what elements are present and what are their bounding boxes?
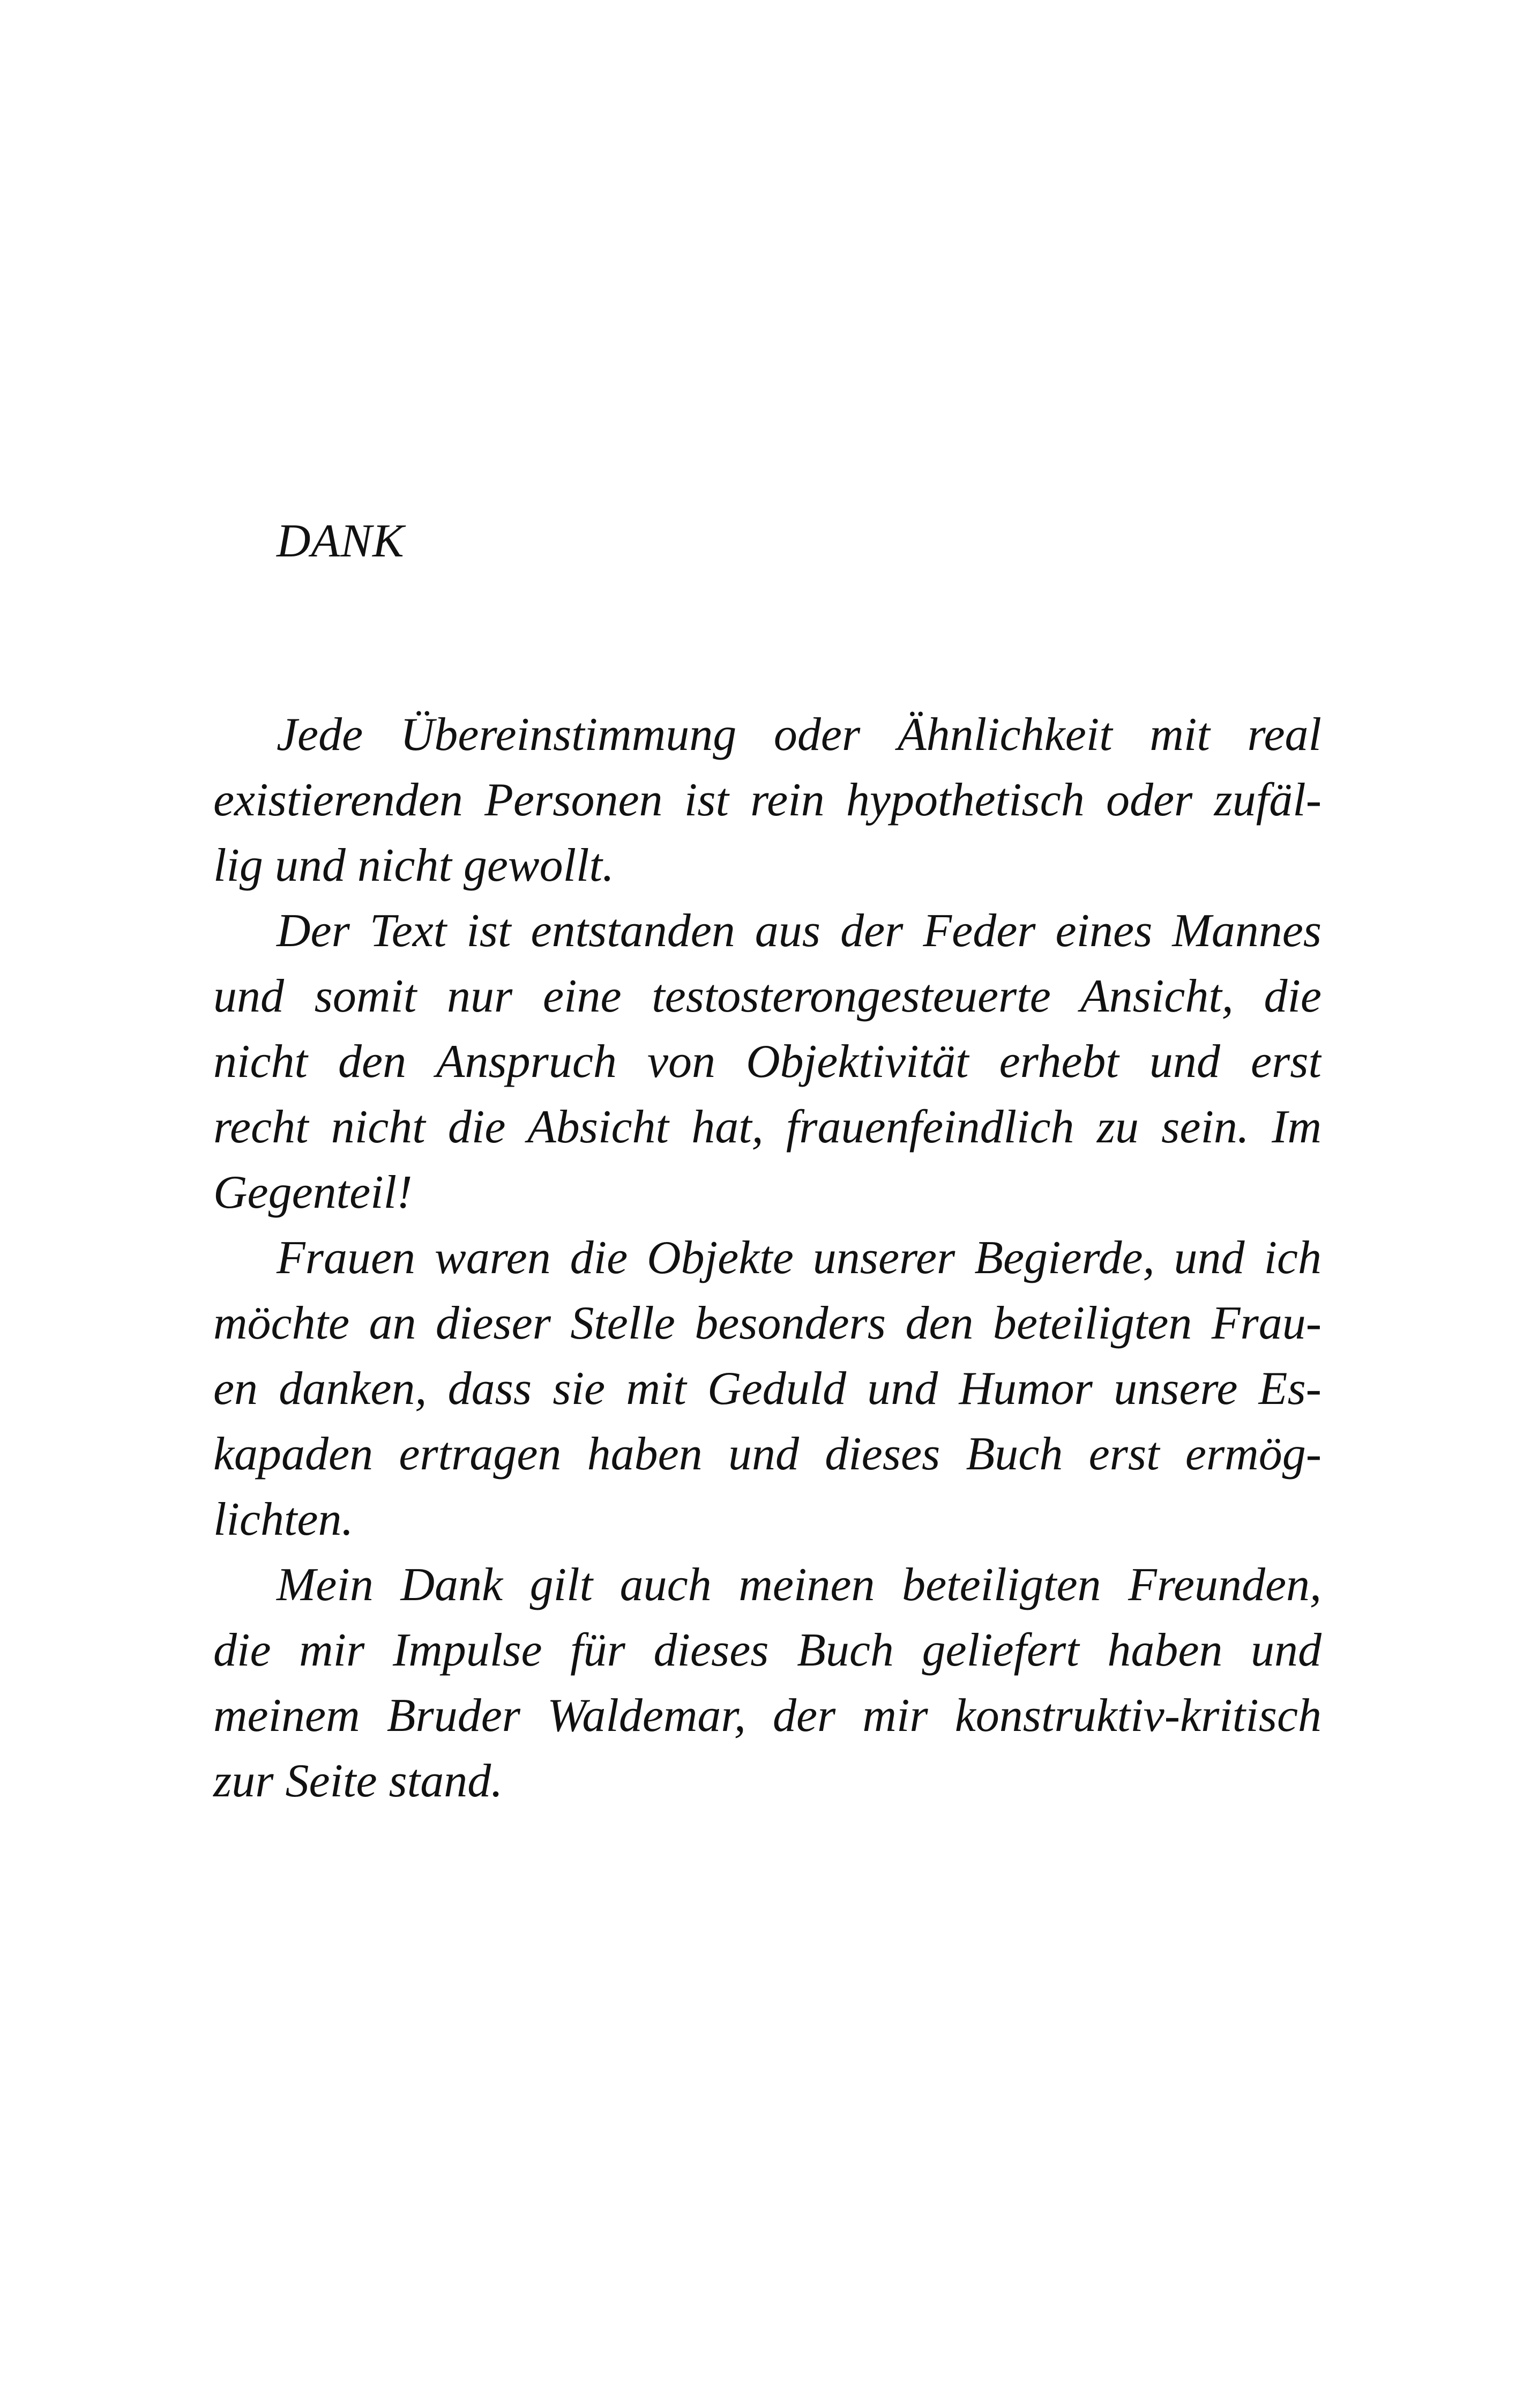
text-line: recht nicht die Absicht hat, frauenfeindlich zu sein. Im <box>213 1101 1322 1153</box>
text-line: meinem Bruder Waldemar, der mir konstruktiv-kritisch <box>213 1690 1322 1742</box>
body-text <box>213 702 1322 1814</box>
text-line: zur Seite stand. <box>213 1755 503 1807</box>
text-line: existierenden Personen ist rein hypothetisch oder zufäl- <box>213 774 1322 826</box>
text-line: Gegenteil! <box>213 1166 413 1218</box>
page-title: DANK <box>277 515 405 567</box>
text-line: Frauen waren die Objekte unserer Begierde, und ich <box>277 1232 1322 1284</box>
text-line: kapaden ertragen haben und dieses Buch erst ermög- <box>213 1428 1322 1480</box>
text-line: und somit nur eine testosterongesteuerte Ansicht, die <box>213 970 1322 1022</box>
text-line: möchte an dieser Stelle besonders den beteiligten Frau- <box>213 1297 1322 1349</box>
text-line: lig und nicht gewollt. <box>213 839 614 891</box>
text-line: Mein Dank gilt auch meinen beteiligten Freunden, <box>277 1559 1322 1611</box>
text-line: nicht den Anspruch von Objektivität erhebt und erst <box>213 1036 1322 1088</box>
text-line: lichten. <box>213 1493 354 1545</box>
text-line: Der Text ist entstanden aus der Feder eines Mannes <box>277 905 1322 957</box>
text-line: Jede Übereinstimmung oder Ähnlichkeit mit real <box>277 709 1322 761</box>
text-line: en danken, dass sie mit Geduld und Humor unsere Es- <box>213 1363 1322 1415</box>
text-line: die mir Impulse für dieses Buch geliefert haben und <box>213 1624 1322 1676</box>
